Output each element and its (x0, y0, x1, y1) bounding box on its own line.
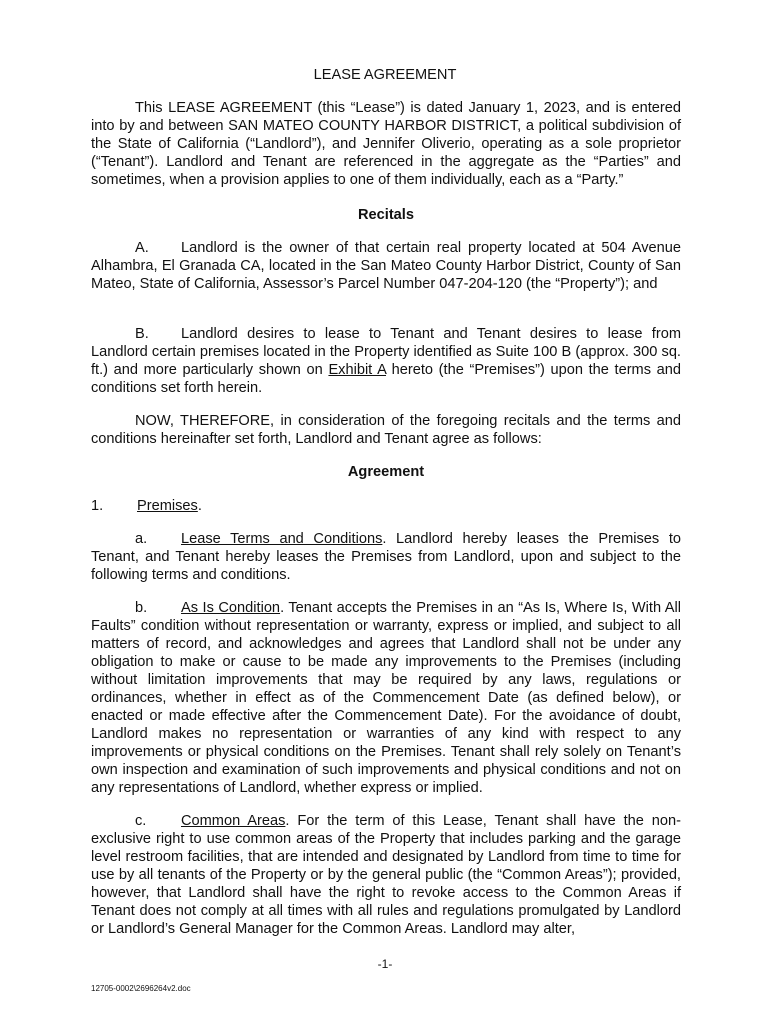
section-1c-label: c. (135, 813, 147, 829)
section-1-title-suffix: . (197, 498, 202, 514)
section-1a-label: a. (135, 531, 148, 547)
section-1a (91, 530, 681, 584)
exhibit-a-link[interactable]: Exhibit A (328, 362, 387, 378)
section-1c-title: Common Areas (181, 813, 286, 829)
recital-a (91, 239, 681, 293)
recital-a-text: Landlord is the owner of that certain real property located at 504 Avenue Alhambra, El Granada CA, located in the San Mateo County Harbor District, County of San Mateo, State of California, Assessor’s Parcel Number 047-204-120 (the “Property”); and (91, 240, 681, 292)
section-1b-title: As Is Condition (181, 600, 281, 616)
section-1a-title: Lease Terms and Conditions (181, 531, 383, 547)
intro-text: This LEASE AGREEMENT (this “Lease”) is dated January 1, 2023, and is entered into by and between SAN MATEO COUNTY HARBOR DISTRICT, a political subdivision of the State of California (“Landlord”), and Jennifer Oliverio, operating as a sole proprietor (“Tenant”). Landlord and Tenant are referenced in the aggregate as the “Parties” and sometimes, when a provision applies to one of them individually, each as a “Party.” (91, 100, 681, 188)
section-1b-label: b. (135, 600, 148, 616)
section-1-heading (91, 497, 681, 515)
recital-a-label: A. (135, 240, 149, 256)
section-1-number: 1. (91, 498, 104, 514)
now-therefore-paragraph (91, 412, 681, 448)
section-1b (91, 599, 681, 797)
recital-b (91, 325, 681, 397)
recital-b-label: B. (135, 326, 149, 342)
agreement-heading: Agreement (347, 464, 425, 480)
section-1a-text: . Landlord hereby leases the Premises to Tenant, and Tenant hereby leases the Premises from Landlord, upon and subject to the following terms and conditions. (91, 531, 681, 583)
recitals-heading: Recitals (358, 207, 414, 223)
section-1c (91, 812, 681, 938)
page-number: -1- (377, 957, 393, 971)
section-1-title: Premises (137, 498, 198, 514)
document-title: LEASE AGREEMENT (313, 67, 457, 83)
now-therefore-text: NOW, THEREFORE, in consideration of the foregoing recitals and the terms and conditions hereinafter set forth, Landlord and Tenant agree as follows: (91, 413, 681, 447)
recital-b-text-after: hereto (the “Premises”) upon the terms and conditions set forth herein. (91, 362, 681, 396)
intro-paragraph (91, 99, 681, 189)
section-1b-text: . Tenant accepts the Premises in an “As Is, Where Is, With All Faults” condition without representation or warranty, express or implied, and subject to all matters of record, and acknowledges and agrees that Landlord shall not be under any obligation to make or cause to be made any improvements to the Premises (including without limitation improvements that may be required by any laws, regulations or ordinances, whether in effect as of the Commencement Date (as defined below), or enacted or made effective after the Commencement Date). For the avoidance of doubt, Landlord makes no representation or warranties of any kind with respect to any improvements or physical conditions on the Premises. Tenant shall rely solely on Tenant’s own inspection and examination of such improvements and physical conditions and not on any representations of Landlord, whether express or implied. (91, 600, 682, 796)
document-id: 12705-0002\2696264v2.doc (91, 984, 191, 993)
section-1c-text: . For the term of this Lease, Tenant shall have the non-exclusive right to use common areas of the Property that includes parking and the garage level restroom facilities, that are intended and designated by Landlord from time to time for use by all tenants of the Property or by the general public (the “Common Areas”); provided, however, that Landlord shall have the right to revoke access to the Common Areas if Tenant does not comply at all times with all rules and regulations promulgated by Landlord or Landlord’s General Manager for the Common Areas. Landlord may alter, (91, 813, 681, 937)
recital-b-text-before: Landlord desires to lease to Tenant and Tenant desires to lease from Landlord certain premises located in the Property identified as Suite 100 B (approx. 300 sq. ft.) and more particularly shown on (91, 326, 681, 378)
